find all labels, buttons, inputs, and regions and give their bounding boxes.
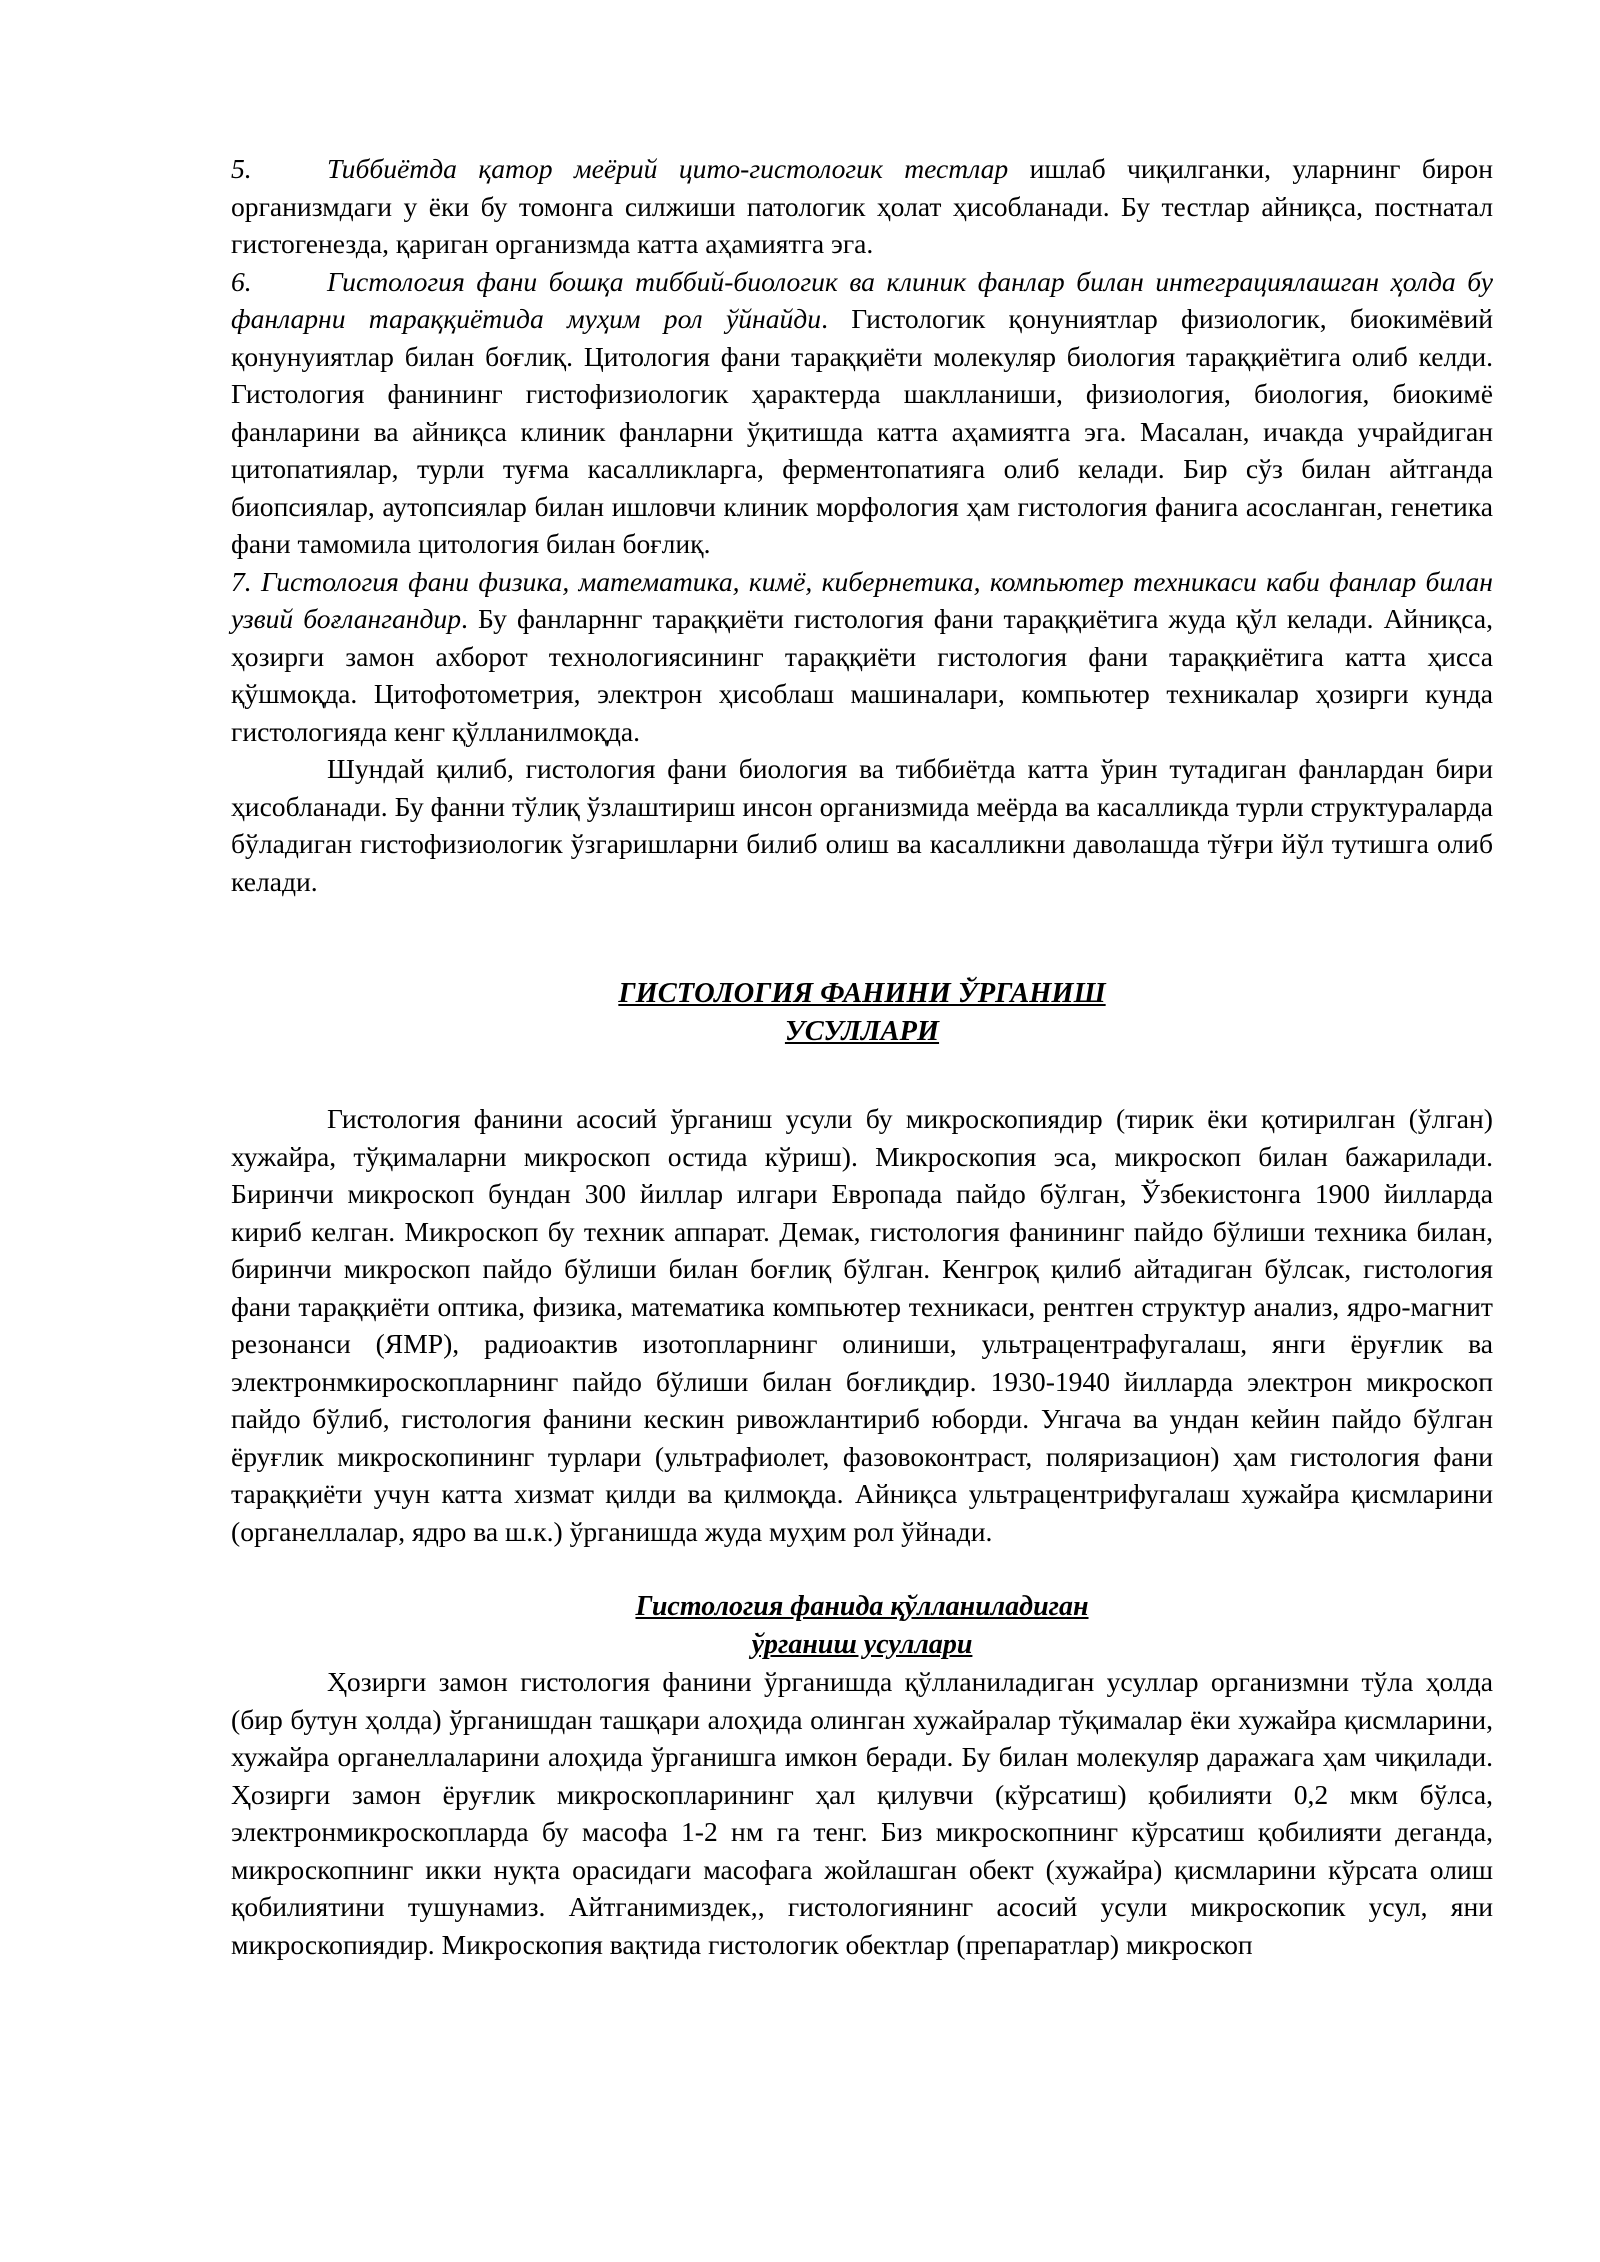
list-item-5 [231,150,1493,263]
item-number: 6. [231,265,252,297]
conclusion-paragraph: Шундай қилиб, гистология фани биология ва тиббиётда катта ўрин тутадиган фанлардан бири ҳисобланади. Бу фанни тўлиқ ўзлаштириш инсон организмида меёрда ва касалликда турли структураларда бўладиган гистофизиологик ўзгаришларни билиб олиш ва касалликни даволашда тўғри йўл тутишга олиб келади. [231,753,1493,897]
list-item-6 [231,263,1493,563]
item-lead: Гистология фани бошқа тиббий-биологик ва клиник фанлар билан интеграциялашган ҳолда бу фанларни тараққиётида муҳим рол ўйнайди [231,265,1493,334]
subsection-heading-line2: ўрганиш усуллари [751,1628,973,1660]
item-lead: Гистология фани физика, математика, кимё, кибернетика, компьютер техникаси каби фанлар билан узвий боғлангандир [231,565,1493,634]
item-text: . Гистологик қонуниятлар физиологик, биокимёвий қонунуиятлар билан боғлиқ. Цитология фани тараққиёти молекуляр биология тараққиётига олиб келди. Гистология фанининг гистофизиологик ҳарактерда шаклланиши, физиология, биология, биокимё фанларини ва айниқса клиник фанларни ўқитишда катта аҳамиятга эга. Масалан, ичакда учрайдиган цитопатиялар, турли туғма касалликларга, ферментопатияга олиб келади. Бир сўз билан айтганда биопсиялар, аутопсиялар билан ишловчи клиник морфология ҳам гистология фанига асосланган, генетика фани тамомила цитология билан боғлиқ. [231,303,1493,559]
item-text: . Бу фанларннг тараққиёти гистология фани тараққиётига жуда қўл келади. Айниқса, ҳозирги замон ахборот технологиясининг тараққиёти гистология фани тараққиётига катта ҳисса қўшмоқда. Цитофотометрия, электрон ҳисоблаш машиналари, компьютер техникалар ҳозирги кунда гистологияда кенг қўлланилмоқда. [231,603,1493,747]
subsection-heading-line1: Гистология фанида қўлланиладиган [635,1591,1089,1622]
list-item-7 [231,563,1493,751]
item-lead: Тиббиётда қатор меёрий цито-гистологик тестлар [327,153,1009,184]
item-number: 5. [231,153,252,184]
section-heading-line1: ГИСТОЛОГИЯ ФАНИНИ ЎРГАНИШ [618,978,1106,1009]
item-text: ишлаб чиқилганки, уларнинг бирон организмдаги у ёки бу томонга силжиши патологик ҳолат ҳисобланади. Бу тестлар айниқса, постнатал гистогенезда, қариган организмда катта аҳамиятга эга. [231,153,1493,259]
section-heading-line2: УСУЛЛАРИ [784,1015,940,1047]
section-body: Гистология фанини асосий ўрганиш усули бу микроскопиядир (тирик ёки қотирилган (ўлган) хужайра, тўқималарни микроскоп остида кўриш). Микроскопия эса, микроскоп билан бажарилади. Биринчи микроскоп бундан 300 йиллар илгари Европада пайдо бўлган, Ўзбекистонга 1900 йилларда кириб келган. Микроскоп бу техник аппарат. Демак, гистология фанининг пайдо бўлиши техника билан, биринчи микроскоп пайдо бўлиши билан боғлиқ бўлган. Кенгроқ қилиб айтадиган бўлсак, гистология фани тараққиёти оптика, физика, математика компьютер техникаси, рентген структур анализ, ядро-магнит резонанси (ЯМР), радиоактив изотопларнинг олиниши, ультрацентрафугалаш, янги ёруғлик ва электронмкироскопларнинг пайдо бўлиши билан боғлиқдир. 1930-1940 йилларда электрон микроскоп пайдо бўлиб, гистология фанини кескин ривожлантириб юборди. Унгача ва ундан кейин пайдо бўлган ёруғлик микроскопининг турлари (ультрафиолет, фазовоконтраст, поляризацион) ҳам гистология фани тараққиёти учун катта хизмат қилди ва қилмоқда. Айниқса ультрацентрифугалаш хужайра қисмларини (органеллалар, ядро ва ш.к.) ўрганишда жуда муҳим рол ўйнади. [231,1103,1493,1547]
spacer [231,900,1493,975]
spacer [231,1550,1493,1588]
item-number: 7. [231,565,252,597]
spacer [231,1050,1493,1100]
subsection-body: Ҳозирги замон гистология фанини ўрганишда қўлланиладиган усуллар организмни тўла ҳолда (бир бутун ҳолда) ўрганишдан ташқари алоҳида олинган хужайралар тўқималар ёки хужайра қисмларини, хужайра органеллаларини алоҳида ўрганишга имкон беради. Бу билан молекуляр даражага ҳам чиқилади. Ҳозирги замон ёруғлик микроскопларининг ҳал қилувчи (кўрсатиш) қобилияти 0,2 мкм бўлса, электронмикроскопларда бу масофа 1-2 нм га тенг. Биз микроскопнинг кўрсатиш қобилияти деганда, микроскопнинг икки нуқта орасидаги масофага жойлашган обект (хужайра) қисмларини кўрсата олиш қобилиятини тушунамиз. Айтганимиздек,, гистологиянинг асосий усули микроскопик усул, яни микроскопиядир. Микроскопия вақтида гистологик обектлар (препаратлар) микроскоп [231,1666,1493,1960]
document-page [231,150,1493,1963]
